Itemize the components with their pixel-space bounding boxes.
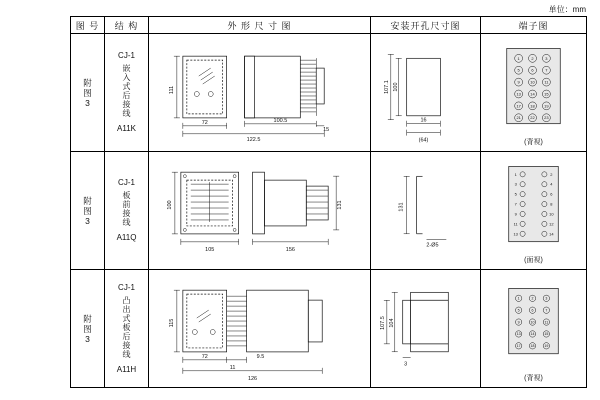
row3-outline-drawing <box>149 270 370 387</box>
header-waixing: 外 形 尺 寸 图 <box>149 17 371 34</box>
row2-structure-sub: A11Q <box>116 233 137 242</box>
row2-tuhao-line3: 3 <box>85 215 90 226</box>
svg-text:18: 18 <box>530 103 535 109</box>
row1-outline-cell <box>149 34 371 152</box>
svg-text:2: 2 <box>550 171 553 177</box>
svg-text:6: 6 <box>550 191 553 197</box>
table-row <box>71 152 587 270</box>
svg-text:23: 23 <box>544 115 549 121</box>
header-duanzi: 端子图 <box>481 17 587 34</box>
unit-note: 单位：mm <box>548 5 586 14</box>
row1-structure-sub: A11K <box>117 124 136 133</box>
row3-tuhao-line3: 3 <box>85 333 90 344</box>
row2-structure-code: CJ-1 <box>118 178 135 187</box>
table-row <box>71 270 587 388</box>
row3-structure-code: CJ-1 <box>118 282 135 292</box>
row3-structure-cell <box>105 270 149 388</box>
svg-text:1: 1 <box>514 171 517 177</box>
svg-text:2: 2 <box>531 296 534 301</box>
row1-mount-dim-64: (64) <box>418 137 429 144</box>
svg-text:10: 10 <box>549 211 554 217</box>
svg-text:9: 9 <box>517 320 520 325</box>
svg-text:11: 11 <box>544 79 549 85</box>
svg-text:10: 10 <box>530 320 535 325</box>
svg-text:14: 14 <box>530 332 535 337</box>
svg-text:1: 1 <box>517 55 520 61</box>
row1-dim-72: 72 <box>201 119 208 126</box>
svg-text:17: 17 <box>516 103 521 109</box>
row2-dim-156: 156 <box>285 246 295 253</box>
header-kaikong: 安装开孔尺寸图 <box>371 17 481 34</box>
row3-dim-95: 9.5 <box>256 353 265 360</box>
svg-text:10: 10 <box>530 79 535 85</box>
row3-structure-sub: A11H <box>116 364 137 374</box>
row3-tuhao-label <box>71 314 104 344</box>
svg-text:13: 13 <box>513 231 518 237</box>
svg-text:5: 5 <box>517 308 520 313</box>
row2-tuhao-cell <box>71 152 105 270</box>
row1-mount-drawing <box>371 34 480 151</box>
svg-text:9: 9 <box>514 211 517 217</box>
row2-structure-vertical: 板前接线 <box>122 191 131 227</box>
row2-tuhao-line2: 图 <box>83 205 92 216</box>
row2-outline-drawing <box>149 152 370 269</box>
row3-mount-dim-104: 104 <box>388 318 395 328</box>
row1-dim-1225: 122.5 <box>246 136 261 143</box>
row3-structure-vertical: 凸出式板后接线 <box>122 295 131 359</box>
row2-mount-drawing <box>371 152 480 269</box>
row2-terminal-drawing <box>481 152 586 269</box>
row2-mount-dim-131: 131 <box>398 202 405 212</box>
row1-dim-1005: 100.5 <box>273 117 288 124</box>
spec-table <box>70 16 587 388</box>
svg-text:5: 5 <box>514 191 517 197</box>
row3-dim-126: 126 <box>247 375 258 382</box>
row3-outline-cell <box>149 270 371 388</box>
svg-text:22: 22 <box>530 115 535 121</box>
row1-dim-15: 15 <box>323 126 330 133</box>
row2-dim-100: 100 <box>166 200 173 210</box>
row1-terminal-drawing <box>481 34 586 151</box>
row1-tuhao-line3: 3 <box>85 97 90 108</box>
row3-dim-11: 11 <box>229 364 236 371</box>
svg-text:12: 12 <box>549 221 554 227</box>
svg-text:11: 11 <box>513 221 518 227</box>
row2-dim-105: 105 <box>205 246 215 253</box>
row3-mount-drawing <box>371 270 480 387</box>
row3-dim-72: 72 <box>201 353 208 360</box>
svg-text:21: 21 <box>516 115 521 121</box>
row1-structure-label <box>105 47 148 138</box>
svg-text:15: 15 <box>544 332 549 337</box>
row1-tuhao-line2: 图 <box>83 87 92 98</box>
row3-tuhao-line1: 附 <box>83 313 92 324</box>
row1-mount-cell <box>371 34 481 152</box>
svg-text:2: 2 <box>531 55 534 61</box>
svg-text:1: 1 <box>517 296 520 301</box>
row2-structure-cell <box>105 152 149 270</box>
row2-dim-131: 131 <box>337 200 344 210</box>
svg-text:7: 7 <box>545 308 548 313</box>
row1-tuhao-cell <box>71 34 105 152</box>
table-header-row <box>71 17 587 34</box>
svg-text:19: 19 <box>544 344 549 349</box>
svg-text:7: 7 <box>545 67 548 73</box>
row2-tuhao-label <box>71 196 104 226</box>
row1-tuhao-label <box>71 78 104 108</box>
svg-text:17: 17 <box>516 344 521 349</box>
row1-structure-vertical: 嵌入式后接线 <box>122 64 131 118</box>
row1-terminal-caption: (背视) <box>524 139 543 146</box>
row3-terminal-cell <box>481 270 587 388</box>
row3-mount-dim-1075: 107.5 <box>379 316 386 330</box>
row1-tuhao-line1: 附 <box>83 77 92 88</box>
header-tuhao: 图 号 <box>71 17 105 34</box>
row1-mount-dim-100: 100 <box>392 82 399 92</box>
svg-text:13: 13 <box>516 91 521 97</box>
row3-tuhao-cell <box>71 270 105 388</box>
svg-text:3: 3 <box>545 55 548 61</box>
row3-mount-dim-3: 3 <box>404 361 408 368</box>
row2-outline-cell <box>149 152 371 270</box>
table-row <box>71 34 587 152</box>
header-jiegou: 结 构 <box>105 17 149 34</box>
svg-text:14: 14 <box>549 231 554 237</box>
row2-structure-label <box>105 174 148 247</box>
svg-text:9: 9 <box>517 79 520 85</box>
row2-mount-dim-2d5: 2-Ø5 <box>426 242 439 249</box>
svg-text:6: 6 <box>531 308 534 313</box>
row2-terminal-cell <box>481 152 587 270</box>
row3-terminal-drawing <box>481 270 586 387</box>
row1-mount-dim-16: 16 <box>420 117 427 124</box>
svg-text:6: 6 <box>531 67 534 73</box>
row2-tuhao-line1: 附 <box>83 195 92 206</box>
row3-structure-label <box>105 279 148 379</box>
row2-mount-cell <box>371 152 481 270</box>
row3-mount-cell <box>371 270 481 388</box>
svg-text:18: 18 <box>530 344 535 349</box>
row3-terminal-caption: (背视) <box>524 375 543 382</box>
row2-terminal-caption: (面视) <box>524 257 543 264</box>
row3-dim-115: 115 <box>168 318 175 328</box>
row1-terminal-cell <box>481 34 587 152</box>
row1-mount-dim-1071: 107.1 <box>383 80 390 94</box>
svg-text:5: 5 <box>517 67 520 73</box>
svg-text:8: 8 <box>550 201 553 207</box>
row1-structure-cell <box>105 34 149 152</box>
svg-text:7: 7 <box>514 201 517 207</box>
svg-text:19: 19 <box>544 103 549 109</box>
svg-text:3: 3 <box>545 296 548 301</box>
row3-tuhao-line2: 图 <box>83 323 92 334</box>
svg-text:14: 14 <box>530 91 535 97</box>
svg-text:11: 11 <box>544 320 549 325</box>
row1-structure-code: CJ-1 <box>118 51 135 60</box>
row1-dim-111: 111 <box>168 85 175 95</box>
svg-text:15: 15 <box>544 91 549 97</box>
svg-text:3: 3 <box>514 181 517 187</box>
svg-text:4: 4 <box>550 181 553 187</box>
svg-text:13: 13 <box>516 332 521 337</box>
row1-outline-drawing <box>149 34 370 151</box>
